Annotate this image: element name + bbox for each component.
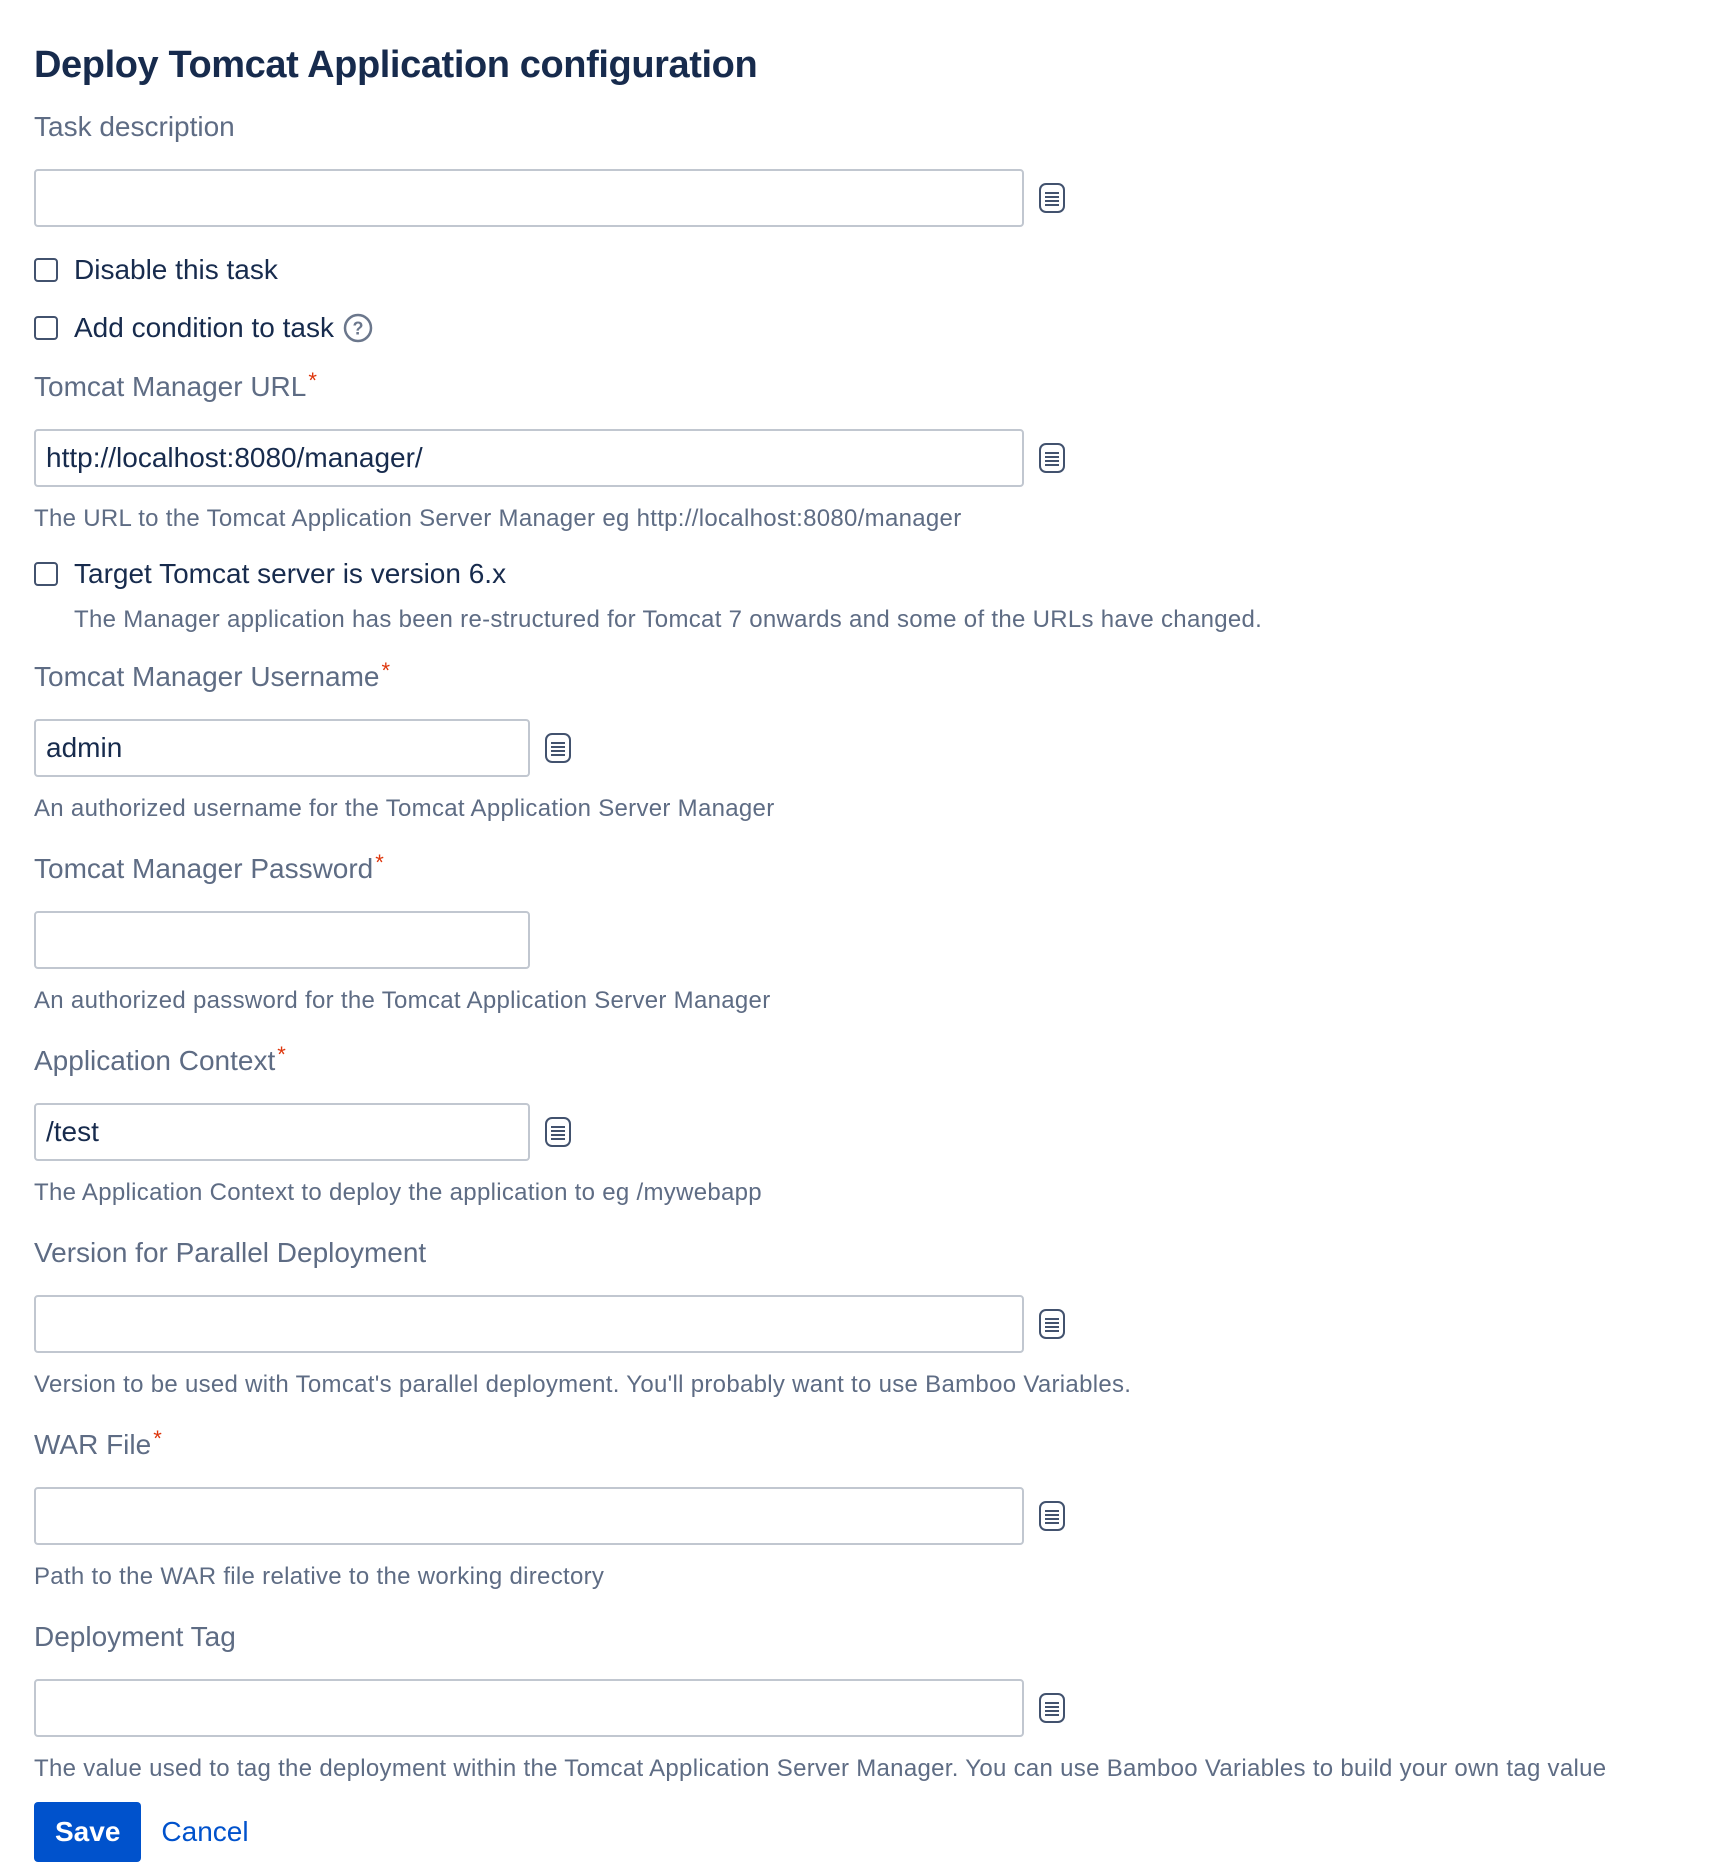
required-mark: * (381, 658, 391, 683)
required-mark: * (277, 1042, 286, 1067)
task-description-label (34, 110, 1730, 144)
username-label-text: Tomcat Manager Username (34, 661, 380, 692)
password-row (34, 910, 1730, 970)
required-mark: * (308, 368, 317, 393)
manager-url-label-text: Tomcat Manager URL (34, 371, 307, 402)
deployment-tag-input[interactable] (34, 1679, 1024, 1737)
insert-variable-icon[interactable] (1038, 442, 1066, 474)
deployment-tag-help: The value used to tag the deployment within the Tomcat Application Server Manager. You can use Bamboo Variables to build your own tag value (34, 1755, 1607, 1782)
parallel-version-input[interactable] (34, 1295, 1024, 1353)
parallel-version-row (34, 1294, 1730, 1354)
version6-row (34, 554, 1730, 594)
app-context-row (34, 1102, 1730, 1162)
version6-help: The Manager application has been re-structured for Tomcat 7 onwards and some of the URLs have changed. (74, 606, 1263, 633)
disable-task-checkbox[interactable] (34, 258, 58, 282)
required-mark: * (153, 1426, 162, 1451)
disable-task-label: Disable this task (74, 254, 278, 285)
username-label (34, 660, 1730, 694)
username-row (34, 718, 1730, 778)
password-input[interactable] (34, 911, 530, 969)
svg-text:?: ? (352, 318, 364, 339)
parallel-version-label (34, 1236, 1730, 1270)
manager-url-input[interactable] (34, 429, 1024, 487)
username-help: An authorized username for the Tomcat Application Server Manager (34, 795, 775, 822)
version6-checkbox[interactable] (34, 562, 58, 586)
app-context-input[interactable] (34, 1103, 530, 1161)
war-file-label (34, 1428, 1730, 1462)
war-file-help: Path to the WAR file relative to the working directory (34, 1563, 605, 1590)
app-context-label-text: Application Context (34, 1045, 276, 1076)
insert-variable-icon[interactable] (1038, 1308, 1066, 1340)
insert-variable-icon[interactable] (544, 732, 572, 764)
deployment-tag-row (34, 1678, 1730, 1738)
app-context-help: The Application Context to deploy the application to eg /mywebapp (34, 1179, 762, 1206)
password-label-text: Tomcat Manager Password (34, 853, 374, 884)
form-actions (34, 1802, 1730, 1862)
required-mark: * (375, 850, 384, 875)
page-title: Deploy Tomcat Application configuration (34, 44, 758, 86)
question-circle-icon[interactable] (342, 312, 374, 344)
manager-url-help: The URL to the Tomcat Application Server Manager eg http://localhost:8080/manager (34, 505, 962, 532)
password-label (34, 852, 1730, 886)
cancel-link[interactable]: Cancel (161, 1816, 249, 1847)
deployment-tag-label-text: Deployment Tag (34, 1621, 236, 1652)
username-input[interactable] (34, 719, 530, 777)
insert-variable-icon[interactable] (1038, 1500, 1066, 1532)
task-description-row (34, 168, 1730, 228)
insert-variable-icon[interactable] (1038, 1692, 1066, 1724)
deployment-tag-label (34, 1620, 1730, 1654)
parallel-version-help: Version to be used with Tomcat's parallel deployment. You'll probably want to use Bamboo Variables. (34, 1371, 1132, 1398)
war-file-label-text: WAR File (34, 1429, 152, 1460)
parallel-version-label-text: Version for Parallel Deployment (34, 1237, 427, 1268)
add-condition-checkbox[interactable] (34, 316, 58, 340)
insert-variable-icon[interactable] (544, 1116, 572, 1148)
app-context-label (34, 1044, 1730, 1078)
task-description-label-text: Task description (34, 111, 235, 142)
war-file-row (34, 1486, 1730, 1546)
add-condition-label: Add condition to task (74, 312, 334, 343)
disable-task-row (34, 250, 1730, 290)
task-description-input[interactable] (34, 169, 1024, 227)
manager-url-label (34, 370, 1730, 404)
war-file-input[interactable] (34, 1487, 1024, 1545)
add-condition-row (34, 308, 1730, 348)
manager-url-row (34, 428, 1730, 488)
save-button[interactable]: Save (34, 1802, 141, 1862)
version6-label: Target Tomcat server is version 6.x (74, 558, 507, 589)
password-help: An authorized password for the Tomcat Application Server Manager (34, 987, 771, 1014)
insert-variable-icon[interactable] (1038, 182, 1066, 214)
